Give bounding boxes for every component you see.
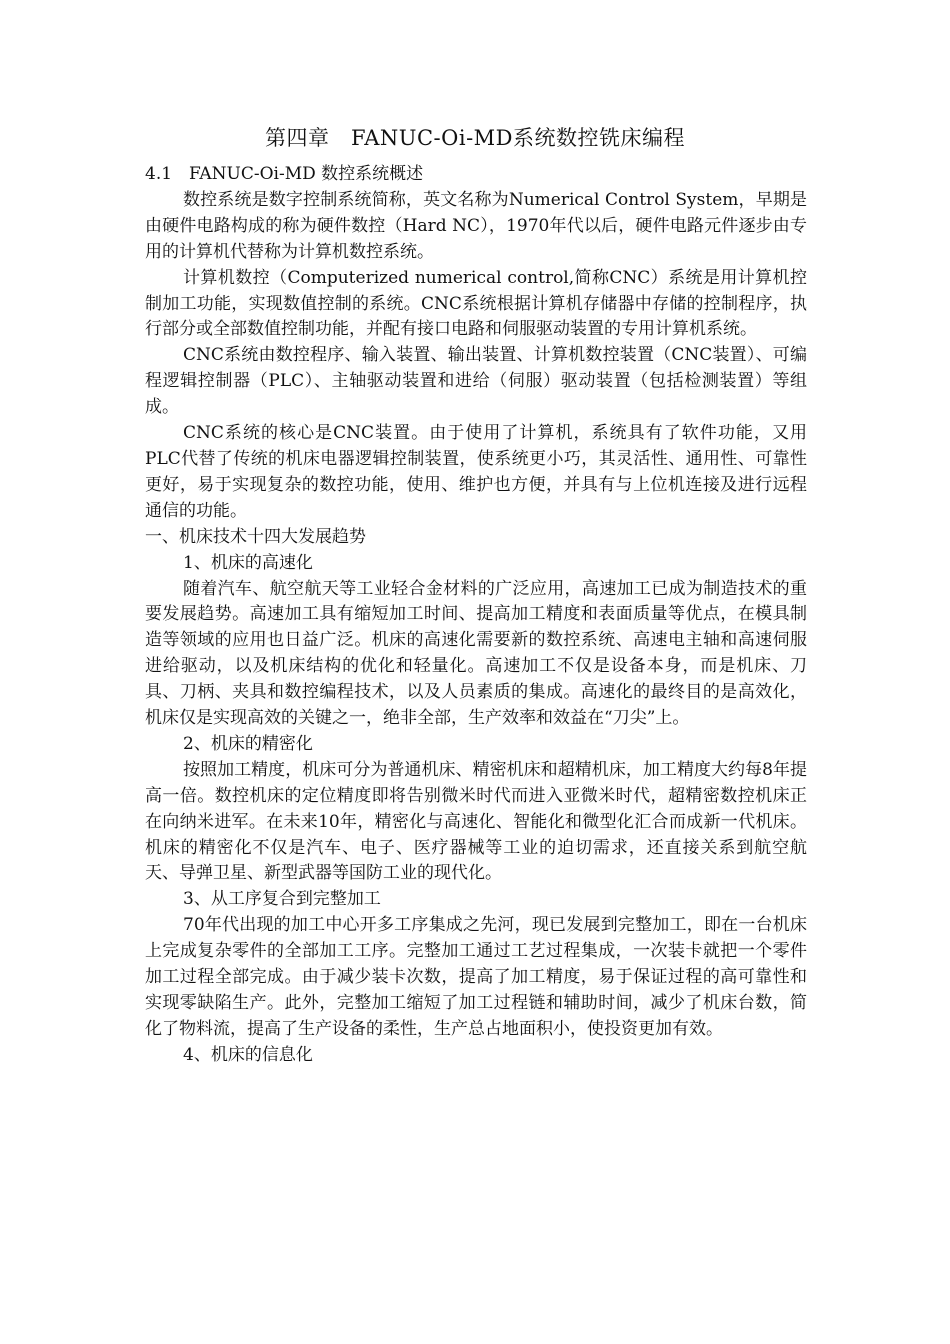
section-heading: 4.1 FANUC-Oi-MD 数控系统概述 [145,164,424,184]
paragraph: 随着汽车、航空航天等工业轻合金材料的广泛应用，高速加工已成为制造技术的重要发展趋势。高速加工具有缩短加工时间、提高加工精度和表面质量等优点，在模具制造等领域的应用也日益广泛。机床的高速化需要新的数控系统、高速电主轴和高速伺服进给驱动，以及机床结构的优化和轻量化。高速加工不仅是设备本身，而是机床、刀具、刀柄、夹具和数控编程技术，以及人员素质的集成。高速化的最终目的是高效化，机床仅是实现高效的关键之一，绝非全部，生产效率和效益在“刀尖”上。 [145,578,807,729]
paragraph: 数控系统是数字控制系统简称，英文名称为Numerical Control System，早期是由硬件电路构成的称为硬件数控（Hard NC），1970年代以后，硬件电路元件逐步由专用的计算机代替称为计算机数控系统。 [145,189,807,262]
heading-trends: 一、机床技术十四大发展趋势 [145,526,366,547]
paragraph: CNC系统的核心是CNC装置。由于使用了计算机，系统具有了软件功能，又用PLC代替了传统的机床电器逻辑控制装置，使系统更小巧，其灵活性、通用性、可靠性更好，易于实现复杂的数控功能，使用、维护也方便，并具有与上位机连接及进行远程通信的功能。 [145,423,807,521]
paragraph: 按照加工精度，机床可分为普通机床、精密机床和超精机床，加工精度大约每8年提高一倍。数控机床的定位精度即将告别微米时代而进入亚微米时代，超精密数控机床正在向纳米进军。在未来10年，精密化与高速化、智能化和微型化汇合而成新一代机床。机床的精密化不仅是汽车、电子、医疗器械等工业的迫切需求，还直接关系到航空航天、导弹卫星、新型武器等国防工业的现代化。 [145,759,807,884]
subheading: 2、机床的精密化 [183,733,313,754]
subheading: 1、机床的高速化 [183,552,313,573]
subheading: 4、机床的信息化 [183,1044,313,1065]
paragraph: 计算机数控（Computerized numerical control,简称CNC）系统是用计算机控制加工功能，实现数值控制的系统。CNC系统根据计算机存储器中存储的控制程序，执行部分或全部数值控制功能，并配有接口电路和伺服驱动装置的专用计算机系统。 [145,267,807,340]
subheading: 3、从工序复合到完整加工 [183,889,381,910]
document-body [145,162,807,1069]
paragraph: CNC系统由数控程序、输入装置、输出装置、计算机数控装置（CNC装置）、可编程逻辑控制器（PLC）、主轴驱动装置和进给（伺服）驱动装置（包括检测装置）等组成。 [145,345,807,418]
paragraph: 70年代出现的加工中心开多工序集成之先河，现已发展到完整加工，即在一台机床上完成复杂零件的全部加工工序。完整加工通过工艺过程集成，一次装卡就把一个零件加工过程全部完成。由于减少装卡次数，提高了加工精度，易于保证过程的高可靠性和实现零缺陷生产。此外，完整加工缩短了加工过程链和辅助时间，减少了机床台数，简化了物料流，提高了生产设备的柔性，生产总占地面积小，使投资更加有效。 [145,915,807,1039]
chapter-title: 第四章 FANUC-Oi-MD系统数控铣床编程 [264,126,685,150]
